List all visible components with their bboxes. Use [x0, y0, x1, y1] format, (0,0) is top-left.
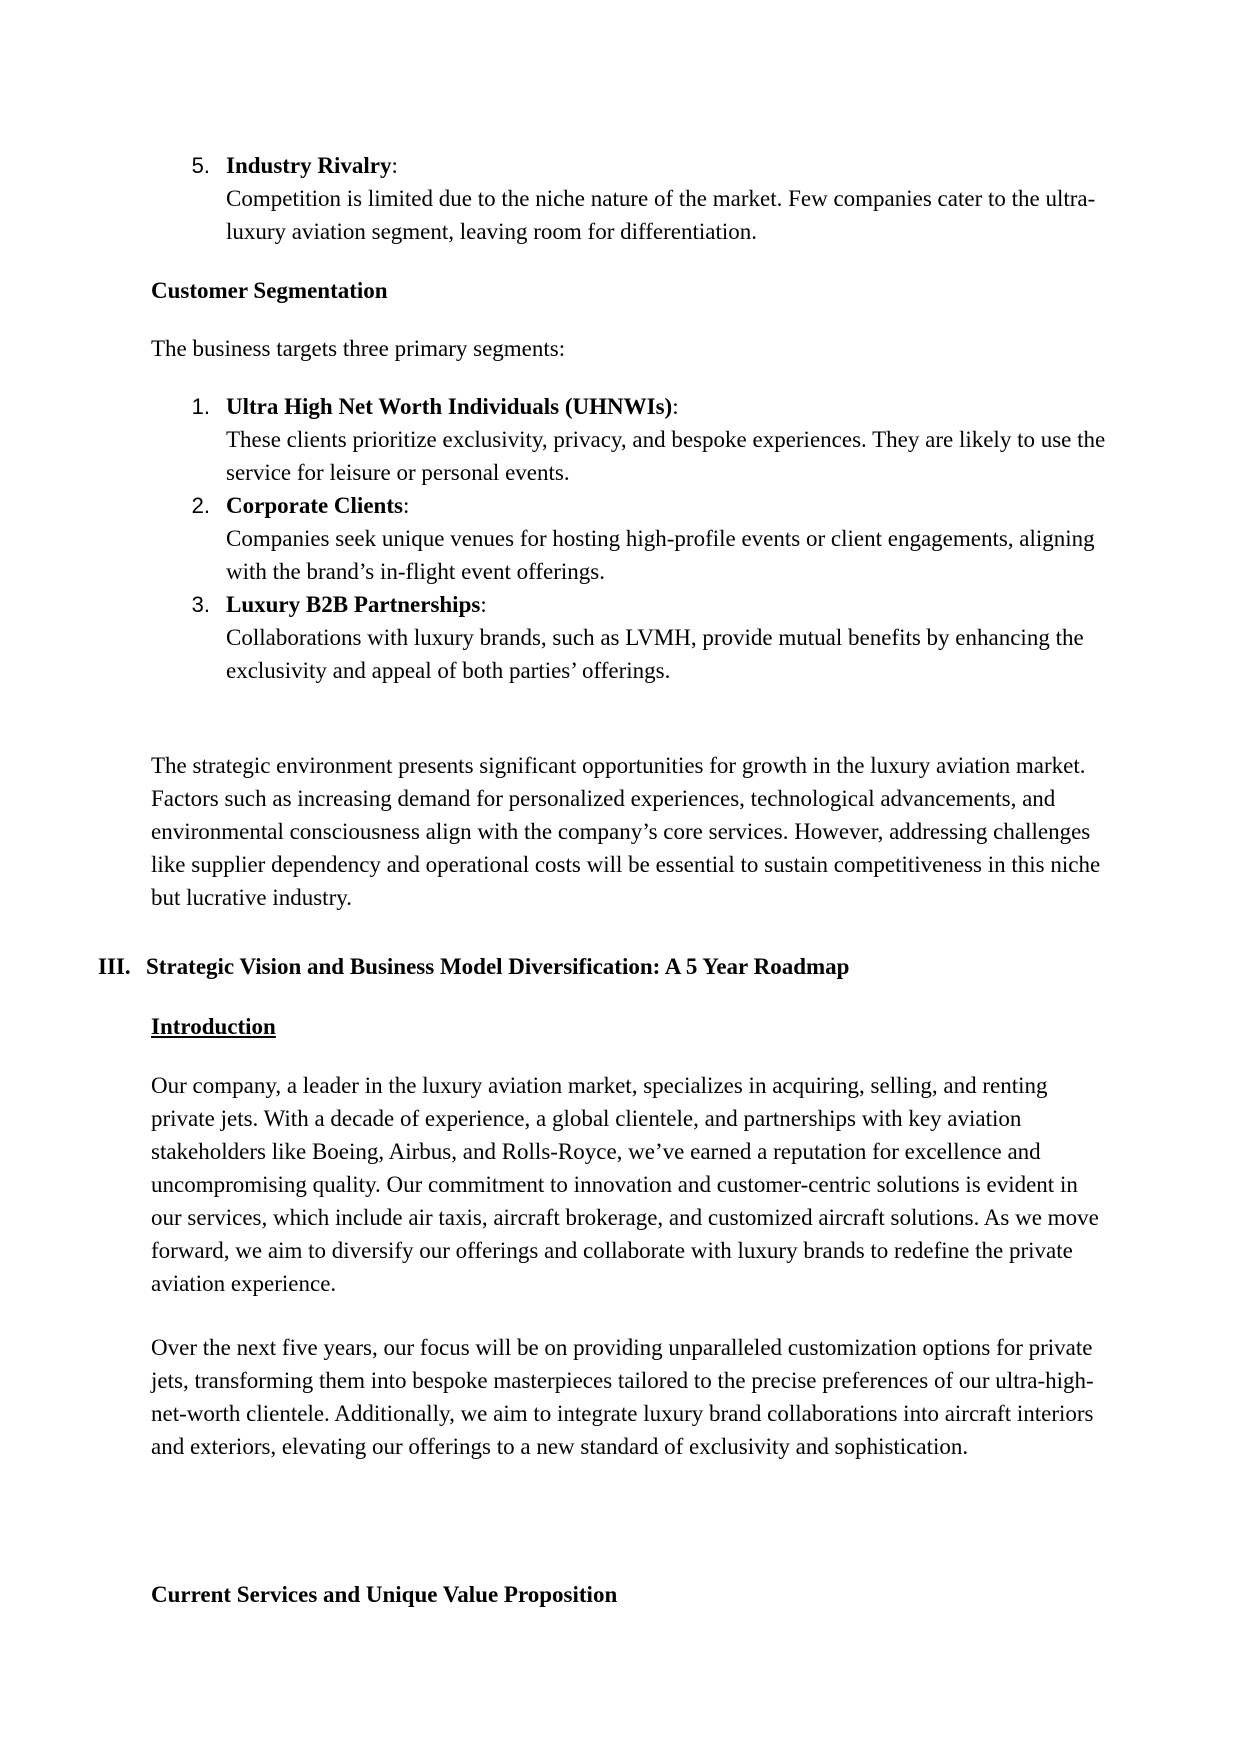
- section-heading: Customer Segmentation: [151, 278, 388, 303]
- conclusion-paragraph: The strategic environment presents significant opportunities for growth in the luxury aviation market. Factors such as increasing demand for personalized experiences, technological advancements, and environmental consciousness align with the company’s core services. However, addressing challenges like supplier dependency and operational costs will be essential to sustain competitiveness in this niche but lucrative industry.: [151, 753, 1101, 910]
- list-item-text: Companies seek unique venues for hosting high-profile events or client engagements, aligning with the brand’s in-flight event offerings.: [226, 526, 1095, 584]
- list-number: 5.: [191, 153, 210, 178]
- list-number: 3.: [191, 592, 210, 617]
- list-item-text: Collaborations with luxury brands, such as LVMH, provide mutual benefits by enhancing the exclusivity and appeal of both parties’ offerings.: [226, 625, 1084, 683]
- segmentation-intro: The business targets three primary segments:: [151, 336, 566, 361]
- list-number: 1.: [191, 394, 210, 419]
- section-title: Strategic Vision and Business Model Diversification: A 5 Year Roadmap: [146, 954, 850, 979]
- intro-paragraph-2: Over the next five years, our focus will be on providing unparalleled customization options for private jets, transforming them into bespoke masterpieces tailored to the precise preferences of our ultra-high-net-worth clientele. Additionally, we aim to integrate luxury brand collaborations into aircraft interiors and exteriors, elevating our offerings to a new standard of exclusivity and sophistication.: [151, 1335, 1094, 1459]
- services-heading: Current Services and Unique Value Proposition: [151, 1582, 618, 1607]
- list-item-industry-rivalry: [226, 149, 1106, 248]
- list-item-colon: :: [480, 592, 487, 617]
- introduction-heading: Introduction: [151, 1014, 276, 1039]
- list-item-colon: :: [402, 493, 410, 518]
- list-number: 2.: [191, 493, 210, 518]
- list-item-colon: :: [391, 153, 398, 178]
- list-item-title: Luxury B2B Partnerships: [226, 592, 481, 617]
- list-item-title: Ultra High Net Worth Individuals (UHNWIs): [226, 394, 673, 419]
- section-numeral: III.: [98, 954, 131, 979]
- list-item-title: Industry Rivalry: [226, 153, 392, 178]
- list-item-title: Corporate Clients: [226, 493, 403, 518]
- list-item-text: Competition is limited due to the niche nature of the market. Few companies cater to the ultra-luxury aviation segment, leaving room for differentiation.: [226, 186, 1096, 244]
- list-item-colon: :: [672, 394, 679, 419]
- list-item-corporate-clients: [226, 489, 1106, 588]
- list-item-uhnwis: [226, 390, 1106, 489]
- intro-paragraph-1: Our company, a leader in the luxury aviation market, specializes in acquiring, selling, and renting private jets. With a decade of experience, a global clientele, and partnerships with key aviation stakeholders like Boeing, Airbus, and Rolls-Royce, we’ve earned a reputation for excellence and uncompromising quality. Our commitment to innovation and customer-centric solutions is evident in our services, which include air taxis, aircraft brokerage, and customized aircraft solutions. As we move forward, we aim to diversify our offerings and collaborate with luxury brands to redefine the private aviation experience.: [151, 1073, 1099, 1296]
- list-item-text: These clients prioritize exclusivity, privacy, and bespoke experiences. They are likely to use the service for leisure or personal events.: [226, 427, 1106, 485]
- list-item-luxury-b2b: [226, 588, 1106, 687]
